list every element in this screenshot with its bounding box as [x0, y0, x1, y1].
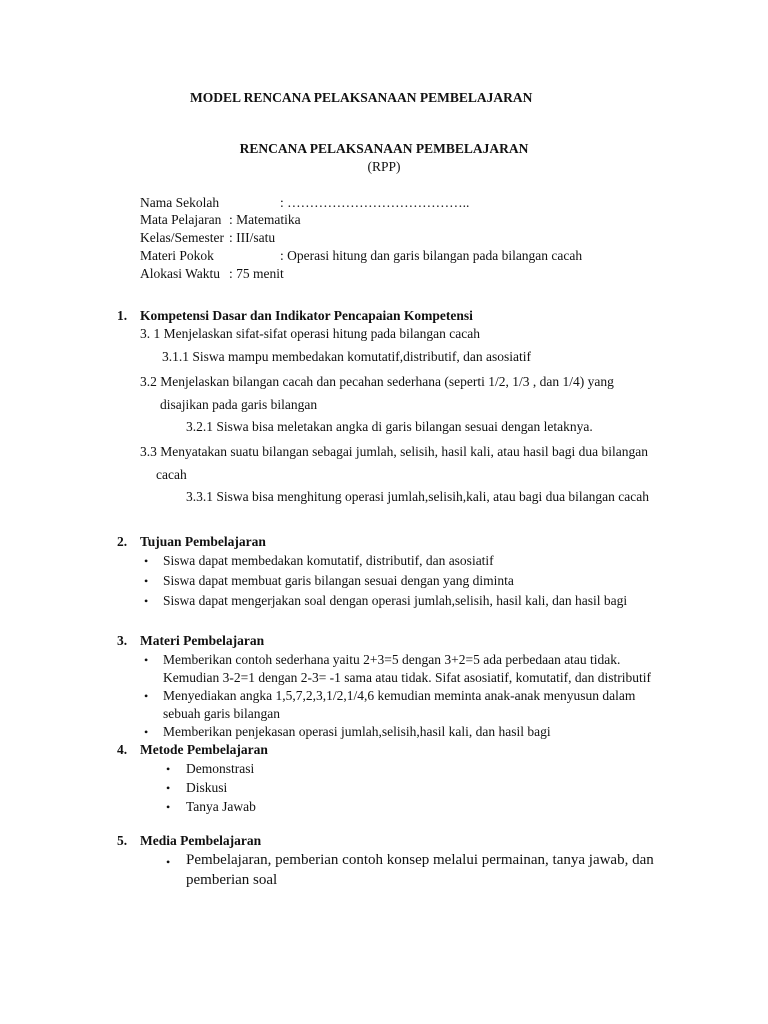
indicator-3-3-1: 3.3.1 Siswa bisa menghitung operasi jumlah,selisih,kali, atau bagi dua bilangan cacah — [186, 489, 650, 504]
bullet-icon: • — [144, 653, 149, 667]
section4-heading: Metode Pembelajaran — [140, 742, 268, 757]
materi-item-2-line1: Menyediakan angka 1,5,7,2,3,1/2,1/4,6 kemudian meminta anak-anak menyusun dalam — [163, 688, 636, 703]
document-subtitle: (RPP) — [367, 159, 401, 174]
media-item-line2: pemberian soal — [186, 872, 278, 888]
section3-heading: Materi Pembelajaran — [140, 633, 265, 648]
section3-number: 3. — [117, 633, 128, 648]
materi-pokok-value: : Operasi hitung dan garis bilangan pada bilangan cacah — [280, 248, 583, 263]
nama-sekolah-label: Nama Sekolah — [140, 195, 220, 210]
tujuan-item-2: Siswa dapat membuat garis bilangan sesuai dengan yang diminta — [163, 573, 514, 588]
kd-3-3-line2: cacah — [156, 467, 187, 482]
kelas-label: Kelas/Semester — [140, 230, 224, 245]
kd-3-1: 3. 1 Menjelaskan sifat-sifat operasi hitung pada bilangan cacah — [140, 326, 481, 341]
section2-number: 2. — [117, 534, 128, 549]
top-title: MODEL RENCANA PELAKSANAAN PEMBELAJARAN — [190, 90, 533, 105]
materi-item-1-line1: Memberikan contoh sederhana yaitu 2+3=5 dengan 3+2=5 ada perbedaan atau tidak. — [163, 652, 621, 667]
tujuan-item-1: Siswa dapat membedakan komutatif, distributif, dan asosiatif — [163, 553, 494, 568]
mata-pelajaran-label: Mata Pelajaran — [140, 212, 222, 227]
kd-3-2-line1: 3.2 Menjelaskan bilangan cacah dan pecahan sederhana (seperti 1/2, 1/3 , dan 1/4) yang — [140, 374, 614, 389]
tujuan-item-3: Siswa dapat mengerjakan soal dengan operasi jumlah,selisih, hasil kali, dan hasil bagi — [163, 593, 628, 608]
indicator-3-2-1: 3.2.1 Siswa bisa meletakan angka di garis bilangan sesuai dengan letaknya. — [186, 419, 593, 434]
materi-item-2-line2: sebuah garis bilangan — [163, 706, 280, 721]
bullet-icon: • — [144, 594, 149, 608]
kd-3-3-line1: 3.3 Menyatakan suatu bilangan sebagai jumlah, selisih, hasil kali, atau hasil bagi dua bilangan — [140, 444, 648, 459]
document-title: RENCANA PELAKSANAAN PEMBELAJARAN — [239, 141, 529, 156]
materi-item-3: Memberikan penjekasan operasi jumlah,selisih,hasil kali, dan hasil bagi — [163, 724, 551, 739]
metode-item-3: Tanya Jawab — [186, 799, 256, 814]
materi-item-1-line2: Kemudian 3-2=1 dengan 2-3= -1 sama atau tidak. Sifat asosiatif, komutatif, dan distributif — [163, 670, 651, 685]
bullet-icon: • — [166, 800, 171, 814]
materi-pokok-label: Materi Pokok — [140, 248, 214, 263]
indicator-3-1-1: 3.1.1 Siswa mampu membedakan komutatif,distributif, dan asosiatif — [162, 349, 531, 364]
section5-heading: Media Pembelajaran — [140, 833, 262, 848]
nama-sekolah-value: : ………………………………….. — [280, 195, 470, 210]
section4-number: 4. — [117, 742, 128, 757]
alokasi-waktu-label: Alokasi Waktu — [140, 266, 221, 281]
bullet-icon: • — [166, 781, 171, 795]
bullet-icon: • — [166, 855, 171, 869]
bullet-icon: • — [144, 725, 149, 739]
kelas-value: : III/satu — [229, 230, 276, 245]
mata-pelajaran-value: : Matematika — [229, 212, 301, 227]
bullet-icon: • — [166, 762, 171, 776]
kd-3-2-line2: disajikan pada garis bilangan — [160, 397, 318, 412]
bullet-icon: • — [144, 554, 149, 568]
bullet-icon: • — [144, 574, 149, 588]
metode-item-2: Diskusi — [186, 780, 228, 795]
media-item-line1: Pembelajaran, pemberian contoh konsep melalui permainan, tanya jawab, dan — [186, 852, 654, 868]
section1-heading: Kompetensi Dasar dan Indikator Pencapaian Kompetensi — [140, 308, 473, 323]
section1-number: 1. — [117, 308, 128, 323]
alokasi-waktu-value: : 75 menit — [229, 266, 284, 281]
section2-heading: Tujuan Pembelajaran — [140, 534, 266, 549]
bullet-icon: • — [144, 689, 149, 703]
metode-item-1: Demonstrasi — [186, 761, 255, 776]
section5-number: 5. — [117, 833, 128, 848]
